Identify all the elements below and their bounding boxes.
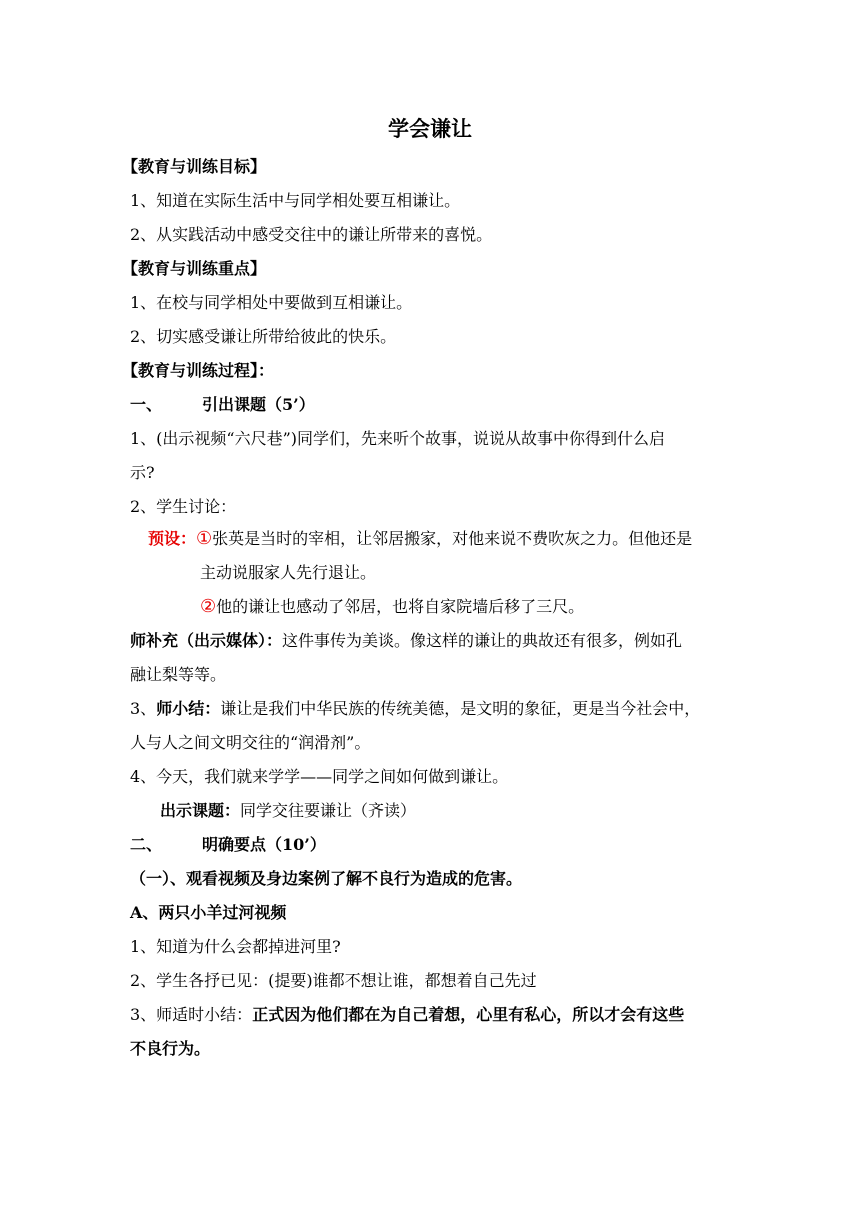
process-heading: 【教育与训练过程】： [122, 361, 275, 380]
part2-sub1: （一）、观看视频及身边案例了解不良行为造成的危害。 [130, 869, 523, 888]
part1-item2: 2、学生讨论： [130, 497, 237, 516]
part2-title: 明确要点（10’） [202, 835, 326, 854]
part2-item3-bold: 正式因为他们都在为自己着想，心里有私心，所以才会有这些 [252, 1005, 685, 1024]
part1-item4: 4、今天，我们就来学学——同学之间如何做到谦让。 [130, 767, 509, 786]
part1-heading [130, 393, 740, 417]
item3-label: 师小结： [156, 699, 221, 718]
preset1-line1: 张英是当时的宰相，让邻居搬家，对他来说不费吹灰之力。但他还是 [212, 529, 693, 548]
goal-item-1: 1、知道在实际生活中与同学相处要互相谦让。 [130, 191, 461, 210]
part1-num: 一、 [130, 395, 163, 414]
key-item-1: 1、在校与同学相处中要做到互相谦让。 [130, 293, 413, 312]
supplement-line1 [130, 629, 740, 653]
preset-2 [200, 595, 810, 619]
document-title: 学会谦让 [388, 117, 472, 141]
part1-item1-line1: 1、(出示视频“六尺巷”)同学们，先来听个故事，说说从故事中你得到什么启 [130, 429, 666, 448]
part2-subA: A、两只小羊过河视频 [130, 903, 287, 922]
part2-item2: 2、学生各抒已见：(提要)谁都不想让谁，都想着自己先过 [130, 971, 537, 990]
part2-num: 二、 [130, 835, 163, 854]
circled-two-icon: ② [200, 596, 217, 617]
key-item-2: 2、切实感受谦让所带给彼此的快乐。 [130, 327, 397, 346]
part2-item1: 1、知道为什么会都掉进河里? [130, 937, 341, 956]
preset1-line2: 主动说服家人先行退让。 [200, 563, 377, 582]
part1-title: 引出课题（5’） [202, 395, 315, 414]
part2-item3-prefix: 3、师适时小结： [130, 1005, 253, 1024]
preset-1 [148, 527, 758, 551]
preset-label: 预设： [148, 529, 197, 548]
supplement-label: 师补充（出示媒体）： [130, 631, 283, 650]
part1-item3-line1 [130, 697, 740, 721]
goal-item-2: 2、从实践活动中感受交往中的谦让所带来的喜悦。 [130, 225, 493, 244]
topic-label: 出示课题： [160, 801, 241, 820]
topic-line [160, 799, 770, 823]
key-heading: 【教育与训练重点】 [122, 259, 267, 278]
goals-heading: 【教育与训练目标】 [122, 157, 267, 176]
supplement-text: 这件事传为美谈。像这样的谦让的典故还有很多，例如孔 [282, 631, 683, 650]
part2-item3-line1 [130, 1003, 740, 1027]
part1-item3-line2: 人与人之间文明交往的“润滑剂”。 [130, 733, 371, 752]
part2-heading [130, 833, 740, 857]
item3-num: 3、 [130, 699, 157, 718]
item3-text: 谦让是我们中华民族的传统美德，是文明的象征，更是当今社会中， [220, 699, 701, 718]
preset2-text: 他的谦让也感动了邻居，也将自家院墙后移了三尺。 [216, 597, 585, 616]
part1-item1-line2: 示? [130, 463, 155, 482]
circled-one-icon: ① [196, 528, 213, 549]
supplement-line2: 融让梨等等。 [130, 665, 227, 684]
topic-text: 同学交往要谦让（齐读） [240, 801, 417, 820]
part2-item3-line2: 不良行为。 [130, 1039, 211, 1058]
